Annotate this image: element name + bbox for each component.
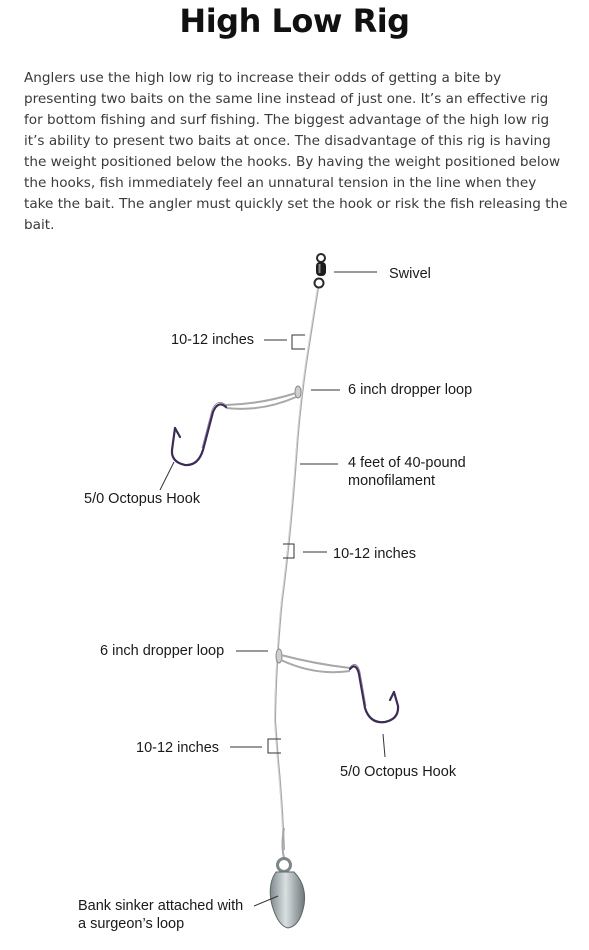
label-sinker-line2: a surgeon’s loop [78, 916, 185, 932]
label-spacing-bottom: 10-12 inches [136, 740, 220, 756]
lower-dropper-loop-icon [276, 649, 350, 672]
bank-sinker-icon [270, 828, 304, 928]
upper-dropper-loop-icon [226, 386, 301, 409]
label-swivel: Swivel [389, 266, 431, 282]
label-dropper-loop-upper: 6 inch dropper loop [348, 382, 473, 398]
label-spacing-top: 10-12 inches [171, 332, 255, 348]
leader-lines [160, 272, 385, 906]
label-monofilament-line2: monofilament [348, 473, 436, 489]
label-hook-lower: 5/0 Octopus Hook [340, 764, 457, 780]
swivel-icon [315, 254, 327, 288]
label-monofilament-line1: 4 feet of 40-pound [348, 455, 466, 471]
lower-octopus-hook-icon [350, 664, 398, 722]
spacing-bracket-top [292, 335, 305, 349]
upper-octopus-hook-icon [172, 402, 226, 465]
label-spacing-middle: 10-12 inches [333, 546, 417, 562]
label-sinker-line1: Bank sinker attached with [78, 898, 244, 914]
label-dropper-loop-lower: 6 inch dropper loop [100, 643, 225, 659]
main-line [275, 288, 319, 850]
spacing-bracket-bottom [268, 739, 281, 753]
label-hook-upper: 5/0 Octopus Hook [84, 491, 201, 507]
intro-paragraph: Anglers use the high low rig to increase their odds of getting a bite by presenting two baits on the same line instead of just one. It’s an effective rig for bottom fishing and surf fishing. The biggest advantage of the high low rig it’s ability to present two baits at once. The disadvantage of this rig is having the weight positioned below the hooks. By having the weight positioned below the hooks, fish immediately feel an unnatural tension in the line when they take the bait. The angler must quickly set the hook or risk the fish releasing the bait. [24, 70, 568, 233]
page-title: High Low Rig [179, 2, 410, 40]
